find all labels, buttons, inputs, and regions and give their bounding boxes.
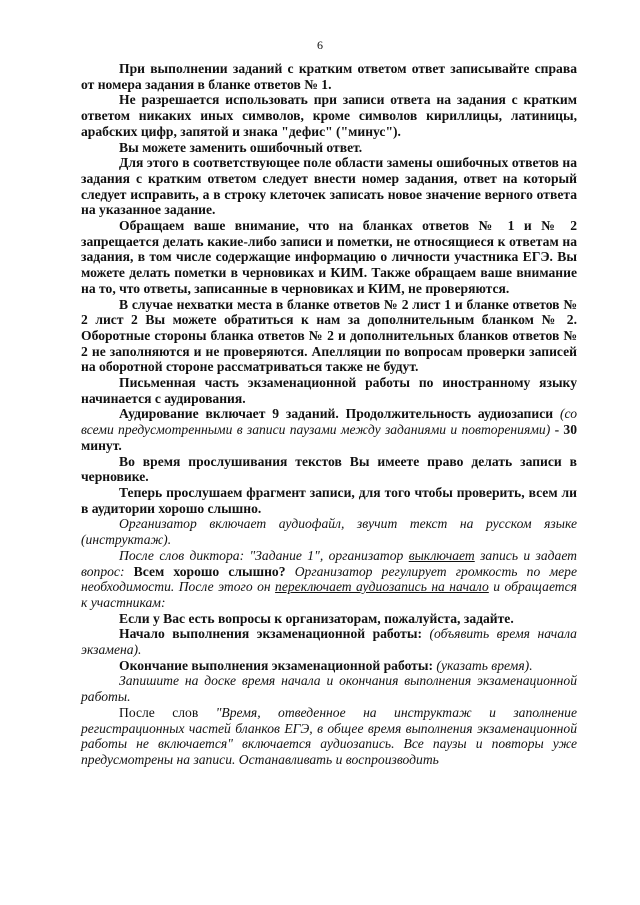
question-hear-well: Всем хорошо слышно? — [133, 563, 286, 579]
audio-duration-note: (со всеми предусмотренными в записи паузами между заданиями и повторениями) — [81, 406, 577, 438]
paragraph-write-board: Запишите на доске время начала и окончания выполнения экзаменационной работы. — [81, 673, 577, 705]
paragraph-symbols: Не разрешается использовать при записи ответа на задания с кратким ответом никаких иных символов, кроме символов кириллицы, латиницы, арабских цифр, запятой и знака "дефис" ("минус"). — [81, 92, 577, 139]
paragraph-notes-right: Во время прослушивания текстов Вы имеете право делать записи в черновике. — [81, 453, 577, 485]
phrase-rewind: переключает аудиозапись на начало — [275, 579, 489, 595]
audio-duration-value: - 30 минут. — [81, 422, 578, 453]
paragraph-replace-how: Для этого в соответствующее поле области замены ошибочных ответов на задания с кратким ответом следует внести номер задания, ответ на который следует исправить, а в строку клеточек записать новое значение верного ответа на указанное задание. — [81, 155, 577, 218]
paragraph-written-part: Письменная часть экзаменационной работы по иностранному языку начинается с аудирования. — [81, 375, 577, 406]
paragraph-extra-blank: В случае нехватки места в бланке ответов № 2 лист 1 и бланке ответов № 2 лист 2 Вы можете обратиться к нам за дополнительным бланком № 2. Оборотные стороны бланка ответов № 2 и дополнительных бланков ответов № 2 не заполняются и не проверяются. Апелляции по вопросам проверки записей на оборотной стороне рассматриваться также не будут. — [81, 296, 577, 375]
instruction-text — [81, 61, 577, 768]
word-turns-off: выключает — [408, 547, 475, 563]
paragraph-exam-end: Окончание выполнения экзаменационной работы: (указать время). — [119, 657, 533, 673]
paragraph-audio-duration — [81, 406, 577, 453]
paragraph-after-announcer: После слов диктора: "Задание 1", организатор выключает запись и задает вопрос: Всем хорошо слышно? Организатор регулирует громкость по мере необходимости. После этого он переключает аудиозапись на начало и обращается к участникам: — [81, 547, 577, 610]
paragraph-sound-check: Теперь прослушаем фрагмент записи, для того чтобы проверить, всем ли в аудитории хорошо слышно. — [81, 484, 577, 516]
page-number: 6 — [317, 38, 323, 52]
paragraph-questions: Если у Вас есть вопросы к организаторам, пожалуйста, задайте. — [119, 610, 514, 626]
paragraph-replace: Вы можете заменить ошибочный ответ. — [119, 139, 363, 155]
paragraph-short-answer: При выполнении заданий с кратким ответом ответ записывайте справа от номера задания в бланке ответов № 1. — [81, 61, 577, 92]
paragraph-exam-start: Начало выполнения экзаменационной работы: (объявить время начала экзамена). — [81, 626, 577, 658]
paragraph-organizer-plays: Организатор включает аудиофайл, звучит текст на русском языке (инструктаж). — [81, 516, 577, 548]
audio-duration-lead: Аудирование включает 9 заданий. Продолжительность аудиозаписи — [119, 406, 560, 422]
paragraph-attention: Обращаем ваше внимание, что на бланках ответов № 1 и № 2 запрещается делать какие-либо записи и пометки, не относящиеся к ответам на задания, в том числе содержащие информацию о личности участника ЕГЭ. Вы можете делать пометки в черновиках и КИМ. Также обращаем ваше внимание на то, что ответы, записанные в черновиках и КИМ, не проверяются. — [81, 218, 577, 296]
paragraph-after-words: После слов "Время, отведенное на инструктаж и заполнение регистрационных частей бланков ЕГЭ, в общее время выполнения экзаменационной работы не включается" включается аудиозапись. Все паузы и повторы уже предусмотрены на записи. Останавливать и воспроизводить — [81, 704, 577, 767]
